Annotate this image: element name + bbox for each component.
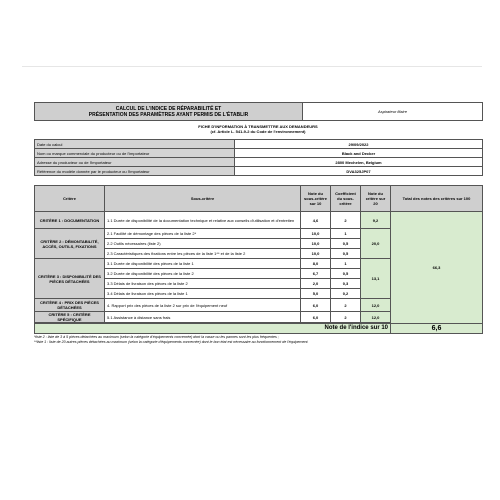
sub-criterion-note: 5,0 [301,289,331,299]
sub-criterion-note: 6,0 [301,312,331,323]
header-critere: Critère [35,186,105,212]
info-row [35,149,483,158]
criterion-name: CRITÈRE 5 : CRITÈRE SPÉCIFIQUE [35,312,105,323]
score-table [34,185,483,334]
info-label: Date du calcul [35,140,235,149]
criterion-note: 12,0 [361,299,391,312]
product-category: Aspirateur filaire [303,103,483,121]
sub-criterion-note: 10,0 [301,229,331,239]
sub-criterion-label: 3.1 Durée de disponibilité des pièces de la liste 1 [105,259,301,269]
info-value: 2800 Mechelen, Belgium [235,158,483,167]
subtitle-line-1: FICHE D'INFORMATION À TRANSMETTRE AUX DEMANDEURS [198,124,318,129]
criterion-name: CRITÈRE 3 : DISPONIBILITÉ DES PIÈCES DÉTACHÉES [35,259,105,299]
sub-criterion-coef: 0,2 [331,289,361,299]
sub-criterion-coef: 0,5 [331,249,361,259]
info-label: Adresse du producteur ou de l'importateur [35,158,235,167]
sub-criterion-label: 4. Rapport prix des pièces de la liste 2 sur prix de l'équipement neuf [105,299,301,312]
subtitle-line-2: (cf. Article L. 541-9-2 du Code de l'environnement) [210,129,306,134]
score-row [35,212,483,229]
header-note-critere: Note du critère sur 20 [361,186,391,212]
info-row [35,140,483,149]
header-coefficient: Coefficient du sous-critère [331,186,361,212]
sub-criterion-coef: 2 [331,299,361,312]
sheet-subtitle [34,121,482,139]
info-table [34,139,483,176]
criterion-note: 9,2 [361,212,391,229]
sub-criterion-note: 10,0 [301,249,331,259]
sub-criterion-label: 5.1 Assistance à distance sans frais [105,312,301,323]
spacer [34,176,482,185]
sub-criterion-label: 3.4 Délais de livraison des pièces de la liste 1 [105,289,301,299]
sub-criterion-label: 2.3 Caractéristiques des fixations entre les pièces de la liste 1** et de la liste 2 [105,249,301,259]
sub-criterion-coef: 0,5 [331,269,361,279]
info-label: Nom ou marque commerciale du producteur ou de l'importateur [35,149,235,158]
sub-criterion-label: 2.2 Outils nécessaires (liste 2) [105,239,301,249]
title-table [34,102,483,121]
sub-criterion-note: 2,0 [301,279,331,289]
info-value: DVA325JP07 [235,167,483,176]
sub-criterion-label: 2.1 Facilité de démontage des pièces de la liste 2* [105,229,301,239]
repairability-sheet [34,102,482,345]
final-score-value: 6,6 [391,324,483,334]
sub-criterion-coef: 0,5 [331,239,361,249]
header-note-sous-critere: Note du sous-critère sur 10 [301,186,331,212]
info-row [35,158,483,167]
header-sous-critere: Sous-critère [105,186,301,212]
sub-criterion-label: 3.2 Durée de disponibilité des pièces de la liste 2 [105,269,301,279]
score-header-row [35,186,483,212]
header-total: Total des notes des critères sur 100 [391,186,483,212]
sub-criterion-coef: 1 [331,229,361,239]
sheet-title [35,103,303,121]
sub-criterion-coef: 1 [331,259,361,269]
top-divider [22,66,482,67]
info-label: Référence du modèle donnée par le producteur ou l'importateur [35,167,235,176]
final-score-row [35,324,483,334]
sub-criterion-note: 8,0 [301,259,331,269]
sub-criterion-label: 1.1 Durée de disponibilité de la documentation technique et relative aux conseils d'utilisation et d'entretien [105,212,301,229]
criterion-name: CRITÈRE 4 : PRIX DES PIÈCES DÉTACHÉES [35,299,105,312]
info-row [35,167,483,176]
sub-criterion-note: 6,0 [301,299,331,312]
info-value: 29/09/2022 [235,140,483,149]
criterion-note: 12,0 [361,312,391,323]
title-line-2: PRÉSENTATION DES PARAMÈTRES AYANT PERMIS DE L'ÉTABLIR [88,111,249,118]
criterion-name: CRITÈRE 2 : DÉMONTABILITÉ, ACCÈS, OUTILS, FIXATIONS [35,229,105,259]
criterion-note: 13,1 [361,259,391,299]
sub-criterion-note: 10,0 [301,239,331,249]
total-score: 66,3 [391,212,483,324]
footnote-1: *liste 2 : liste de 3 à 5 pièces détachées au maximum (selon la catégorie d'équipements concernée) dont la casse ou les pannes sont les plus fréquentes ; [34,335,279,339]
criterion-note: 20,0 [361,229,391,259]
sub-criterion-note: 4,6 [301,212,331,229]
sub-criterion-note: 6,7 [301,269,331,279]
title-line-1: CALCUL DE L'INDICE DE RÉPARABILITÉ ET [115,105,222,112]
sub-criterion-coef: 2 [331,312,361,323]
footnotes [34,335,482,345]
info-value: Black and Decker [235,149,483,158]
footnote-2: **liste 1 : liste de 20 autres pièces détachées au maximum (selon la catégorie d'équipements concernée) dont le bon état est nécessaire au fonctionnement de l'équipement. [34,339,309,344]
sub-criterion-label: 3.3 Délais de livraison des pièces de la liste 2 [105,279,301,289]
sub-criterion-coef: 0,3 [331,279,361,289]
sub-criterion-coef: 2 [331,212,361,229]
criterion-name: CRITÈRE 1 : DOCUMENTATION [35,212,105,229]
final-score-label: Note de l'indice sur 10 [35,324,391,334]
